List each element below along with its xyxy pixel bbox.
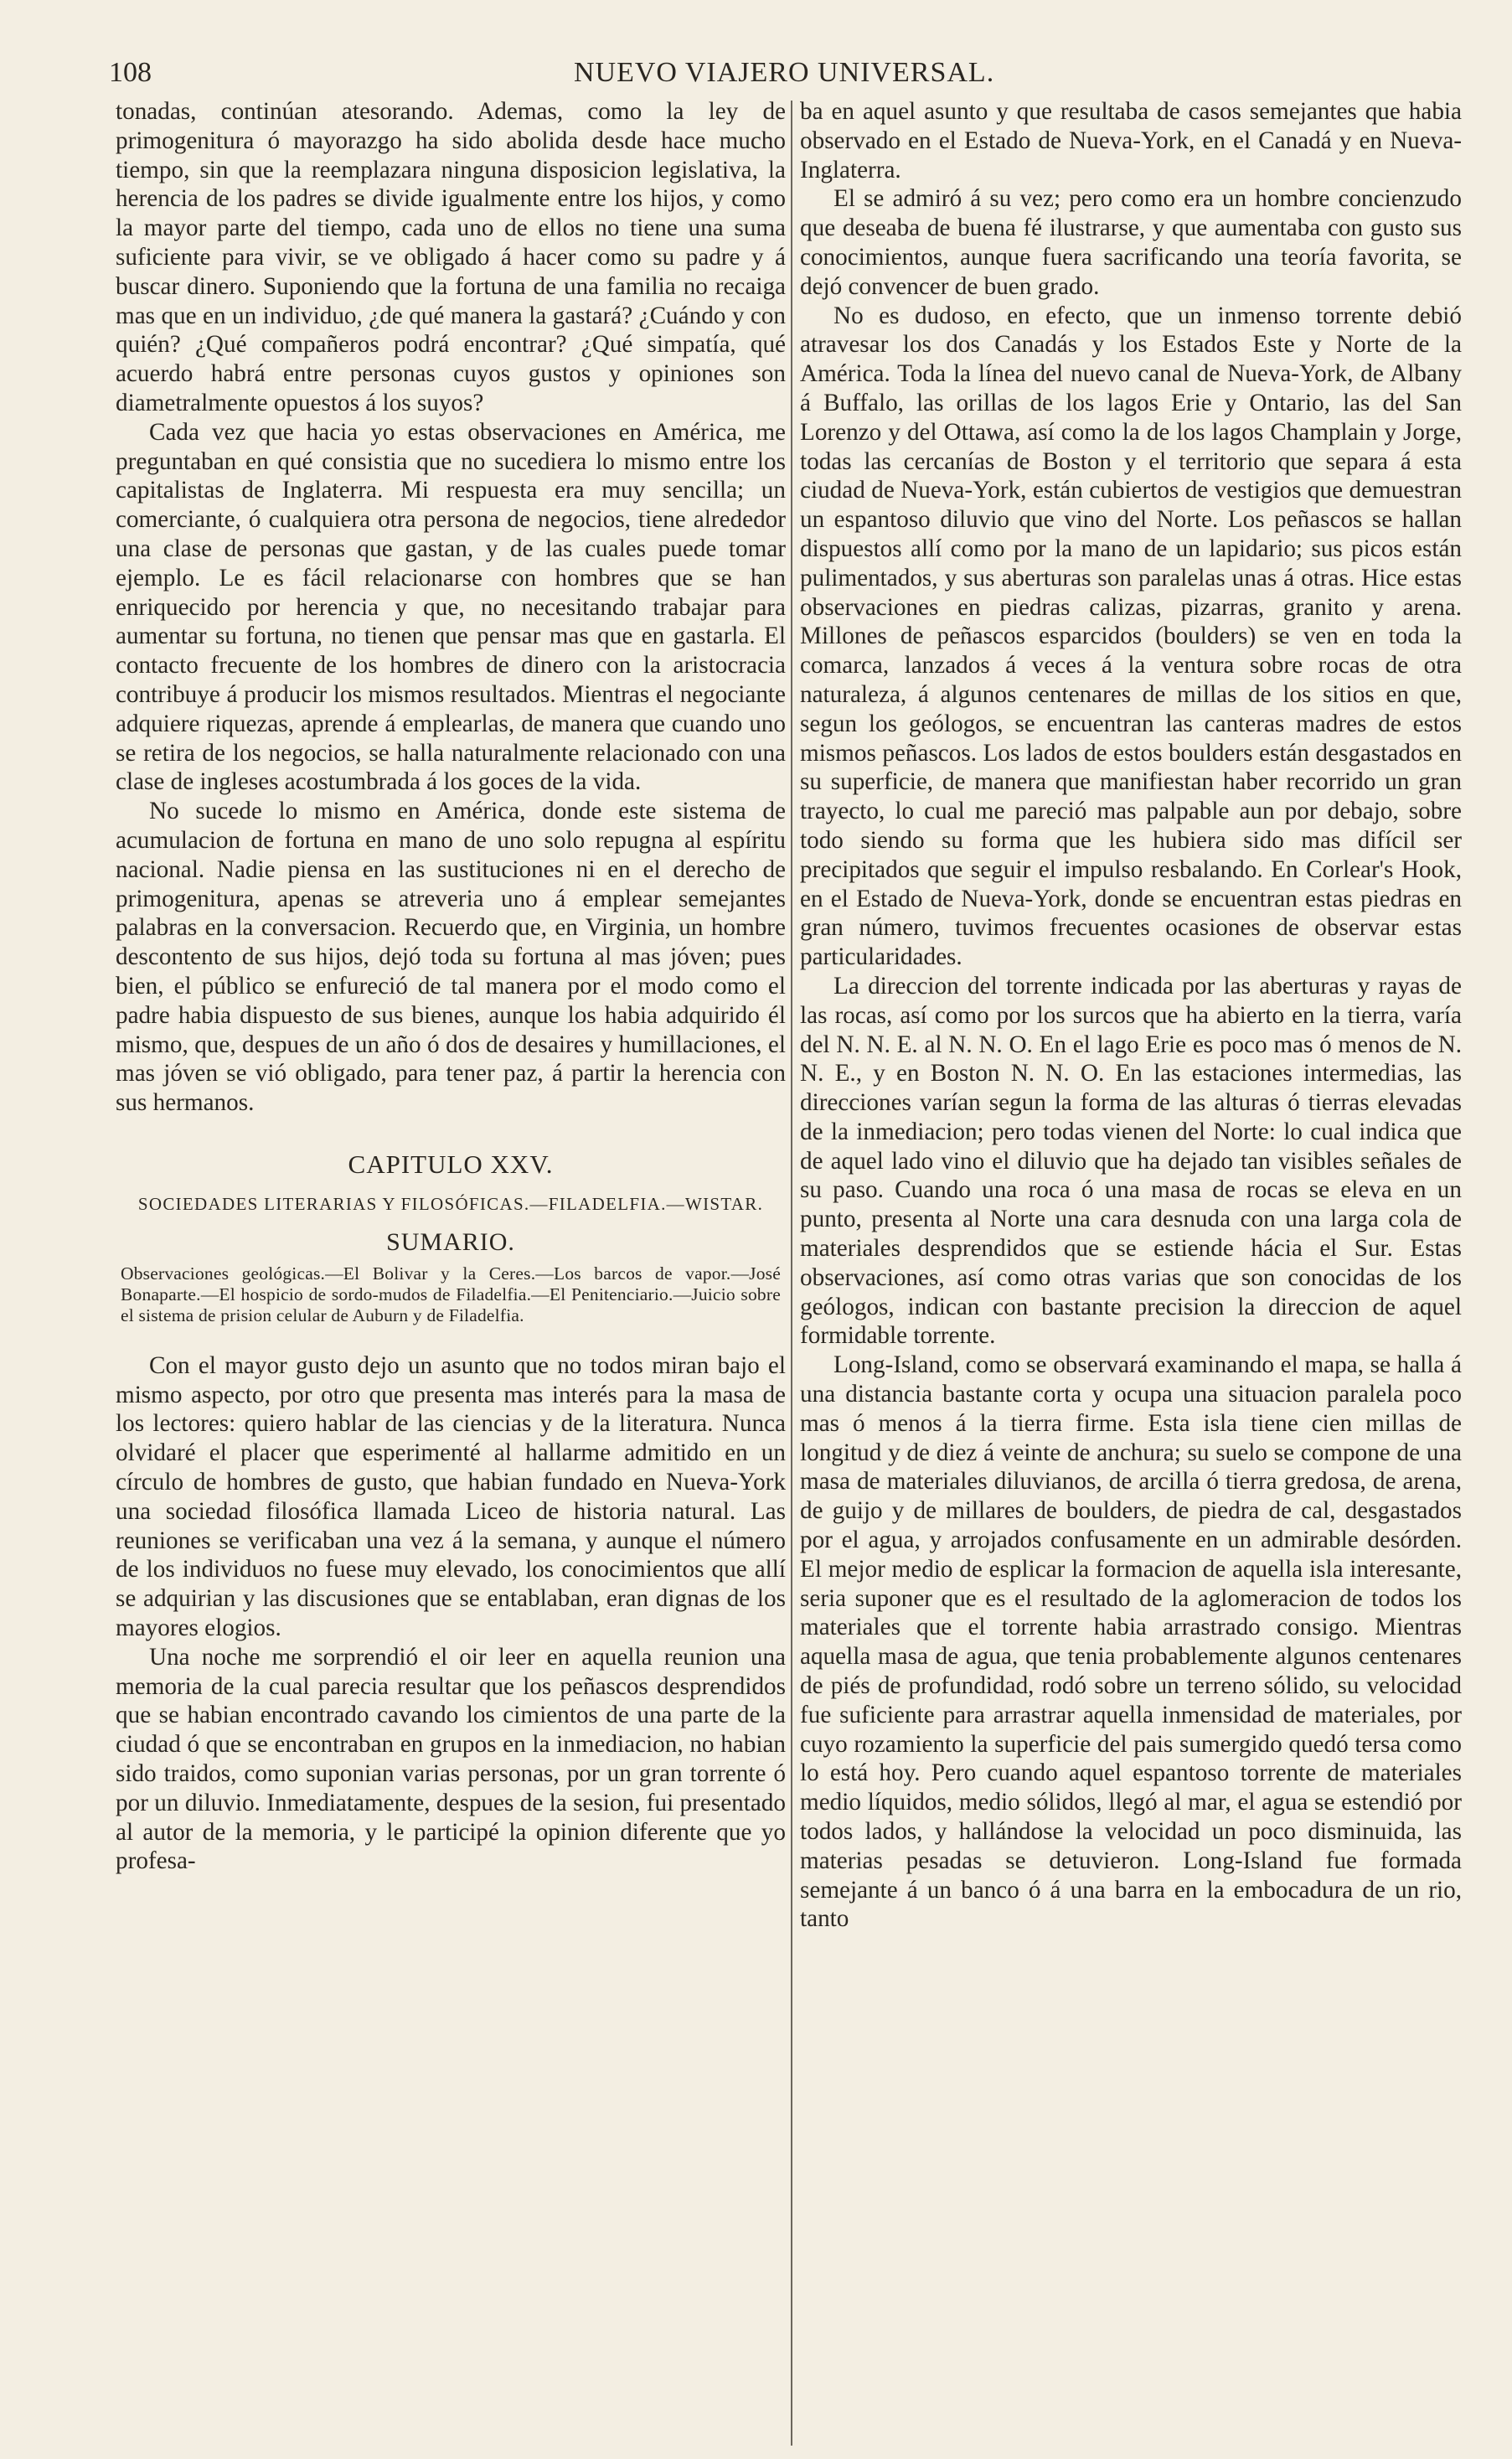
- paragraph: ba en aquel asunto y que resultaba de casos semejantes que habia observado en el Estado de Nueva-York, en el Canadá y en Nueva-Inglaterra.: [800, 98, 1462, 183]
- sumario-text: Observaciones geológicas.—El Bolivar y la Ceres.—Los barcos de vapor.—José Bonaparte.—El hospicio de sordo-mudos de Filadelfia.—El Penitenciario.—Juicio sobre el sistema de prision celular de Auburn y de Filadelfia.: [121, 1263, 781, 1325]
- sumario-heading: SUMARIO.: [386, 1227, 515, 1256]
- right-column: [800, 97, 1462, 1934]
- column-divider: [791, 101, 792, 2446]
- paragraph: tonadas, continúan atesorando. Ademas, como la ley de primogenitura ó mayorazgo ha sido abolida desde hace mucho tiempo, sin que la reemplazara ninguna disposicion legislativa, la herencia de los padres se divide igualmente entre los hijos, y como la mayor parte del tiempo, cada uno de ellos no tiene una suma suficiente para vivir, se ve obligado á hacer como su padre y á buscar dinero. Suponiendo que la fortuna de una familia no recaiga mas que en un individuo, ¿de qué manera la gastará? ¿Cuándo y con quién? ¿Qué compañeros podrá encontrar? ¿Qué simpatía, qué acuerdo habrá entre personas cuyos gustos y opiniones son diametralmente opuestos á los suyos?: [116, 98, 786, 416]
- running-title: NUEVO VIAJERO UNIVERSAL.: [574, 57, 995, 88]
- left-column: [116, 97, 786, 1876]
- paragraph: Con el mayor gusto dejo un asunto que no todos miran bajo el mismo aspecto, por otro que presenta mas interés para la masa de los lectores: quiero hablar de las ciencias y de la literatura. Nunca olvidaré el placer que esperimenté al hallarme admitido en un círculo de hombres de gusto, que habian fundado en Nueva-York una sociedad filosófica llamada Liceo de historia natural. Las reuniones se verificaban una vez á la semana, y aunque el número de los individuos no fuese muy elevado, los conocimientos que allí se adquirian y las discusiones que se entablaban, eran dignas de los mayores elogios.: [116, 1351, 786, 1642]
- paragraph: Long-Island, como se observará examinando el mapa, se halla á una distancia bastante corta y ocupa una situacion paralela poco mas ó menos á la tierra firme. Esta isla tiene cien millas de longitud y de diez á veinte de anchura; su suelo se compone de una masa de materiales diluvianos, de arcilla ó tierra gredosa, de arena, de guijo y de millares de boulders, de piedra de cal, desgastados por el agua, y arrojados confusamente en un admirable desórden. El mejor medio de esplicar la formacion de aquella isla interesante, seria suponer que es el resultado de la aglomeracion de todos los materiales que el torrente habia arrastrado consigo. Mientras aquella masa de agua, que tenia probablemente algunos centenares de piés de profundidad, rodó sobre un terreno sólido, su velocidad fue suficiente para arrastrar aquella inmensidad de materiales, por cuyo rozamiento la superficie del pais sumergido quedó tersa como lo está hoy. Pero cuando aquel espantoso torrente de materiales medio líquidos, medio sólidos, llegó al mar, el agua se estendió por todos lados, y hallándose la velocidad un poco disminuida, las materias pesadas se detuvieron. Long-Island fue formada semejante á un banco ó á una barra en la embocadura de un rio, tanto: [800, 1351, 1462, 1933]
- paragraph: No sucede lo mismo en América, donde este sistema de acumulacion de fortuna en mano de uno solo repugna al espíritu nacional. Nadie piensa en las sustituciones ni en el derecho de primogenitura, apenas se atreveria uno á emplear semejantes palabras en la conversacion. Recuerdo que, en Virginia, un hombre descontento de sus hijos, dejó toda su fortuna al mas jóven; pues bien, el público se enfureció de tal manera por el modo como el padre habia dispuesto de sus bienes, aunque los habia adquirido él mismo, que, despues de un año ó dos de desaires y humillaciones, el mas jóven se vió obligado, para tener paz, á partir la herencia con sus hermanos.: [116, 798, 786, 1117]
- chapter-subtitle: SOCIEDADES LITERARIAS Y FILOSÓFICAS.—FILADELFIA.—WISTAR.: [137, 1193, 764, 1214]
- page-number: 108: [109, 57, 152, 88]
- paragraph: Cada vez que hacia yo estas observaciones en América, me preguntaban en qué consistia que no sucediera lo mismo entre los capitalistas de Inglaterra. Mi respuesta era muy sencilla; un comerciante, ó cualquiera otra persona de negocios, tiene alrededor una clase de personas que gastan, y de las cuales puede tomar ejemplo. Le es fácil relacionarse con hombres que se han enriquecido por herencia y que, no necesitando trabajar para aumentar su fortuna, no tienen que pensar mas que en gastarla. El contacto frecuente de los hombres de dinero con la aristocracia contribuye á producir los mismos resultados. Mientras el negociante adquiere riquezas, aprende á emplearlas, de manera que cuando uno se retira de los negocios, se halla naturalmente relacionado con una clase de ingleses acostumbrada á los goces de la vida.: [116, 418, 786, 796]
- paragraph: El se admiró á su vez; pero como era un hombre concienzudo que deseaba de buena fé ilustrarse, y que aumentaba con gusto sus conocimientos, aunque fuera sacrificando una teoría favorita, se dejó convencer de buen grado.: [800, 185, 1462, 300]
- chapter-title: CAPITULO XXV.: [348, 1149, 554, 1179]
- paragraph: Una noche me sorprendió el oir leer en aquella reunion una memoria de la cual parecia resultar que los peñascos desprendidos que se habian encontrado cavando los cimientos de una parte de la ciudad ó que se encontraban en grupos en la inmediacion, no habian sido traidos, como suponian varias personas, por un gran torrente ó por un diluvio. Inmediatamente, despues de la sesion, fui presentado al autor de la memoria, y le participé la opinion diferente que yo profesa-: [116, 1643, 786, 1875]
- paragraph: La direccion del torrente indicada por las aberturas y rayas de las rocas, así como por los surcos que ha abierto en la tierra, varía del N. N. E. al N. N. O. En el lago Erie es poco mas ó menos de N. N. E., y en Boston N. N. O. En las estaciones intermedias, las direcciones varían segun la forma de las alturas ó tierras elevadas de la inmediacion; pero todas vienen del Norte: lo cual indica que de aquel lado vino el diluvio que ha dejado tan visibles señales de su paso. Cuando una roca ó una masa de rocas se eleva en un punto, presenta al Norte una cara desnuda con una larga cola de materiales desprendidos que se estiende hácia el Sur. Estas observaciones, así como otras varias que son conocidas de los geólogos, indican con bastante precision la direccion de aquel formidable torrente.: [800, 972, 1462, 1350]
- page-header: [109, 57, 1432, 90]
- paragraph: No es dudoso, en efecto, que un inmenso torrente debió atravesar los dos Canadás y los Estados Este y Norte de la América. Toda la línea del nuevo canal de Nueva-York, de Albany á Buffalo, las orillas de los lagos Erie y Ontario, las del San Lorenzo y del Ottawa, así como la de los lagos Champlain y Jorge, todas las cercanías de Boston y el territorio que separa á esta ciudad de Nueva-York, están cubiertos de vestigios que demuestran un espantoso diluvio que vino del Norte. Los peñascos se hallan dispuestos allí como por la mano de un lapidario; sus picos están pulimentados, y sus aberturas son paralelas unas á otras. Hice estas observaciones en piedras calizas, pizarras, granito y arena. Millones de peñascos esparcidos (boulders) se ven en toda la comarca, lanzados á veces á la ventura sobre rocas de otra naturaleza, á algunos centenares de millas de los sitios en que, segun los geólogos, se encuentran las canteras madres de estos mismos peñascos. Los lados de estos boulders están desgastados en su superficie, de manera que manifiestan haber recorrido un gran trayecto, lo cual me pareció mas palpable aun por debajo, sobre todo siendo su forma que les hubiera sido mas difícil ser precipitados que seguir el impulso resbalando. En Corlear's Hook, en el Estado de Nueva-York, donde se encuentran estas piedras en gran número, tuvimos frecuentes ocasiones de observar estas particularidades.: [800, 302, 1462, 971]
